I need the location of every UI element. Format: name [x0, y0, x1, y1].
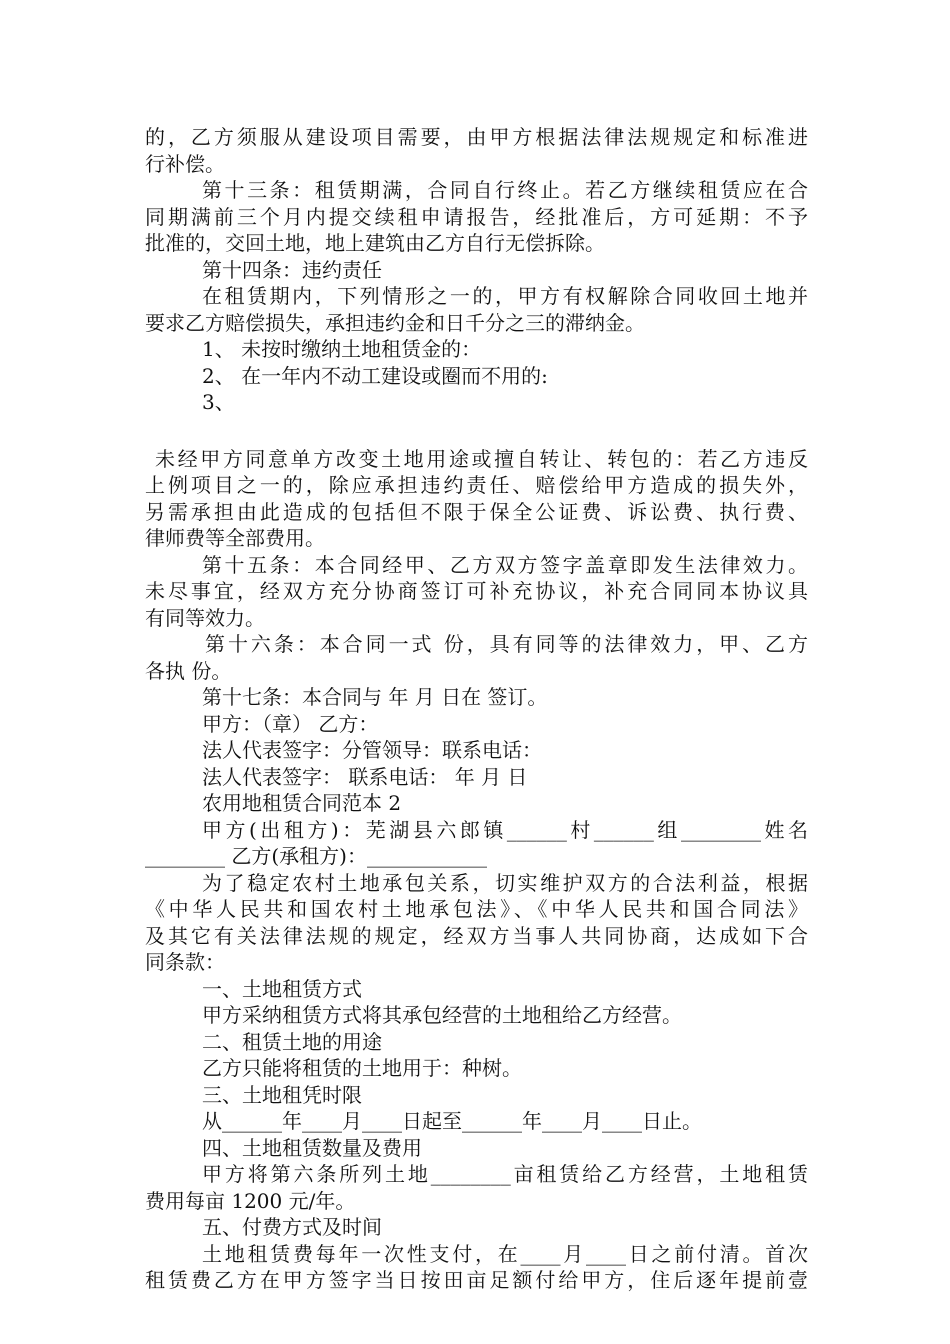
text-line: 为了稳定农村土地承包关系，切实维护双方的合法利益，根据 — [202, 870, 808, 895]
section-heading: 四、土地租赁数量及费用 — [202, 1135, 422, 1160]
text-line: 土地租赁费每年一次性支付，在____月____日之前付清。首次 — [202, 1241, 808, 1266]
template-title: 农用地租赁合同范本 2 — [202, 791, 402, 815]
signature-line: 法人代表签字：分管领导：联系电话： — [202, 738, 542, 762]
party-b-line: ________ 乙方(承租方)：____________ — [145, 844, 487, 868]
text-line: 从______年____月____日起至______年____月____日止。 — [202, 1109, 702, 1133]
text-line: 有同等效力。 — [145, 605, 265, 630]
section-heading: 二、租赁土地的用途 — [202, 1029, 382, 1054]
document-body — [145, 124, 808, 1294]
text-line: 的，乙方须服从建设项目需要，由甲方根据法律法规规定和标准进 — [145, 125, 808, 149]
text-line: 甲方采纳租赁方式将其承包经营的土地租给乙方经营。 — [202, 1003, 682, 1027]
list-item-1: 1、 未按时缴纳土地租赁金的： — [202, 337, 482, 361]
text-line: 律师费等全部费用。 — [145, 526, 325, 550]
party-line: 甲方：（章） 乙方： — [202, 711, 379, 736]
text-line: 行补偿。 — [145, 151, 225, 176]
text-line: 及其它有关法律法规的规定，经双方当事人共同协商，达成如下合 — [145, 923, 808, 948]
party-a-line: 甲方(出租方)：芜湖县六郎镇______村______组________姓名 — [202, 817, 808, 842]
text-line: 各执 份。 — [145, 658, 232, 683]
text-line: 要求乙方赔偿损失，承担违约金和日千分之三的滞纳金。 — [145, 310, 645, 335]
section-heading: 一、土地租赁方式 — [202, 976, 362, 1001]
text-line: 上例项目之一的，除应承担违约责任、赔偿给甲方造成的损失外， — [145, 473, 808, 497]
article-16-heading: 第十六条：本合同一式 份，具有同等的法律效力，甲、乙方 — [205, 632, 808, 656]
text-line: 另需承担由此造成的包括但不限于保全公证费、诉讼费、执行费、 — [145, 499, 808, 524]
text-line: 乙方只能将租赁的土地用于：种树。 — [202, 1056, 522, 1080]
text-line: 批准的，交回土地，地上建筑由乙方自行无偿拆除。 — [145, 231, 605, 255]
blank-gap — [145, 416, 808, 446]
text-line: 同条款： — [145, 950, 225, 974]
text-line: 甲方将第六条所列土地________亩租赁给乙方经营，土地租赁 — [202, 1162, 808, 1186]
text-line: 《中华人民共和国农村土地承包法》、《中华人民共和国合同法》 — [145, 897, 808, 921]
list-item-2: 2、 在一年内不动工建设或圈而不用的: — [202, 363, 548, 388]
article-13-heading: 第十三条：租赁期满，合同自行终止。若乙方继续租赁应在合 — [202, 178, 808, 202]
text-line: 未尽事宜，经双方充分协商签订可补充协议，补充合同同本协议具 — [145, 579, 808, 603]
text-line: 同期满前三个月内提交续租申请报告，经批准后，方可延期：不予 — [145, 204, 808, 229]
article-15-heading: 第十五条：本合同经甲、乙方双方签字盖章即发生法律效力。 — [202, 552, 808, 577]
signature-line: 法人代表签字： 联系电话： 年 月 日 — [202, 764, 528, 789]
section-heading: 五、付费方式及时间 — [202, 1215, 382, 1239]
list-item-3: 3、 — [202, 390, 235, 414]
text-line: 未经甲方同意单方改变土地用途或擅自转让、转包的：若乙方违反 — [155, 446, 808, 471]
text-line: 在租赁期内，下列情形之一的，甲方有权解除合同收回土地并 — [202, 284, 808, 308]
article-17-heading: 第十七条：本合同与 年 月 日在 签订。 — [202, 685, 548, 709]
section-heading: 三、土地租凭时限 — [202, 1082, 362, 1107]
text-line: 租赁费乙方在甲方签字当日按田亩足额付给甲方，住后逐年提前壹 — [145, 1268, 808, 1292]
article-14-heading: 第十四条：违约责任 — [202, 257, 382, 282]
text-line: 费用每亩 1200 元/年。 — [145, 1188, 356, 1213]
